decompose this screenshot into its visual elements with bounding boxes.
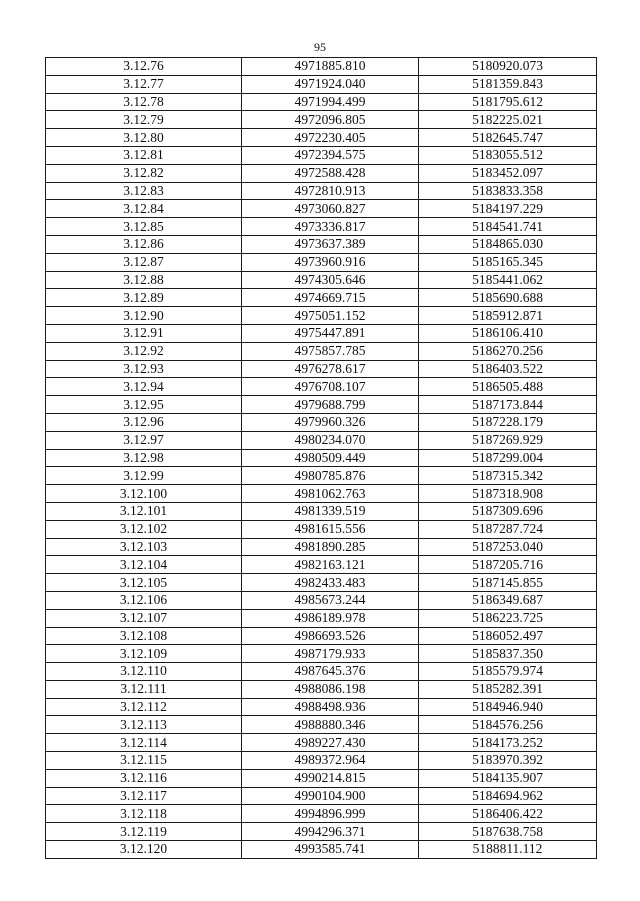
table-row: [46, 716, 597, 734]
x-coordinate-cell: 4973637.389: [242, 235, 419, 253]
point-id-cell: 3.12.94: [46, 378, 242, 396]
y-coordinate-cell: 5183055.512: [419, 146, 597, 164]
x-coordinate-cell: 4986693.526: [242, 627, 419, 645]
table-row: [46, 235, 597, 253]
table-row: [46, 805, 597, 823]
x-coordinate-cell: 4988498.936: [242, 698, 419, 716]
y-coordinate-cell: 5184694.962: [419, 787, 597, 805]
table-row: [46, 556, 597, 574]
x-coordinate-cell: 4982433.483: [242, 574, 419, 592]
table-row: [46, 378, 597, 396]
x-coordinate-cell: 4980785.876: [242, 467, 419, 485]
x-coordinate-cell: 4972230.405: [242, 129, 419, 147]
x-coordinate-cell: 4986189.978: [242, 609, 419, 627]
table-row: [46, 645, 597, 663]
table-row: [46, 520, 597, 538]
point-id-cell: 3.12.117: [46, 787, 242, 805]
point-id-cell: 3.12.100: [46, 485, 242, 503]
table-row: [46, 253, 597, 271]
x-coordinate-cell: 4974669.715: [242, 289, 419, 307]
y-coordinate-cell: 5181359.843: [419, 75, 597, 93]
x-coordinate-cell: 4987179.933: [242, 645, 419, 663]
y-coordinate-cell: 5187318.908: [419, 485, 597, 503]
point-id-cell: 3.12.120: [46, 841, 242, 859]
y-coordinate-cell: 5185837.350: [419, 645, 597, 663]
y-coordinate-cell: 5184135.907: [419, 769, 597, 787]
table-row: [46, 164, 597, 182]
y-coordinate-cell: 5182645.747: [419, 129, 597, 147]
point-id-cell: 3.12.79: [46, 111, 242, 129]
table-row: [46, 663, 597, 681]
y-coordinate-cell: 5185282.391: [419, 680, 597, 698]
x-coordinate-cell: 4972588.428: [242, 164, 419, 182]
y-coordinate-cell: 5184541.741: [419, 218, 597, 236]
x-coordinate-cell: 4974305.646: [242, 271, 419, 289]
x-coordinate-cell: 4976708.107: [242, 378, 419, 396]
x-coordinate-cell: 4979688.799: [242, 396, 419, 414]
x-coordinate-cell: 4988086.198: [242, 680, 419, 698]
table-row: [46, 627, 597, 645]
y-coordinate-cell: 5183970.392: [419, 752, 597, 770]
table-row: [46, 413, 597, 431]
y-coordinate-cell: 5186505.488: [419, 378, 597, 396]
point-id-cell: 3.12.119: [46, 823, 242, 841]
table-row: [46, 75, 597, 93]
table-row: [46, 734, 597, 752]
x-coordinate-cell: 4981339.519: [242, 502, 419, 520]
x-coordinate-cell: 4973960.916: [242, 253, 419, 271]
point-id-cell: 3.12.105: [46, 574, 242, 592]
table-row: [46, 307, 597, 325]
table-row: [46, 467, 597, 485]
point-id-cell: 3.12.83: [46, 182, 242, 200]
y-coordinate-cell: 5187287.724: [419, 520, 597, 538]
point-id-cell: 3.12.112: [46, 698, 242, 716]
table-row: [46, 449, 597, 467]
point-id-cell: 3.12.106: [46, 591, 242, 609]
table-row: [46, 591, 597, 609]
point-id-cell: 3.12.77: [46, 75, 242, 93]
point-id-cell: 3.12.87: [46, 253, 242, 271]
x-coordinate-cell: 4975857.785: [242, 342, 419, 360]
table-row: [46, 129, 597, 147]
y-coordinate-cell: 5187309.696: [419, 502, 597, 520]
x-coordinate-cell: 4994296.371: [242, 823, 419, 841]
point-id-cell: 3.12.95: [46, 396, 242, 414]
x-coordinate-cell: 4971924.040: [242, 75, 419, 93]
y-coordinate-cell: 5187315.342: [419, 467, 597, 485]
y-coordinate-cell: 5182225.021: [419, 111, 597, 129]
x-coordinate-cell: 4981890.285: [242, 538, 419, 556]
table-row: [46, 841, 597, 859]
x-coordinate-cell: 4989227.430: [242, 734, 419, 752]
x-coordinate-cell: 4988880.346: [242, 716, 419, 734]
x-coordinate-cell: 4972810.913: [242, 182, 419, 200]
x-coordinate-cell: 4980509.449: [242, 449, 419, 467]
table-row: [46, 360, 597, 378]
table-row: [46, 609, 597, 627]
y-coordinate-cell: 5183452.097: [419, 164, 597, 182]
y-coordinate-cell: 5187638.758: [419, 823, 597, 841]
point-id-cell: 3.12.111: [46, 680, 242, 698]
x-coordinate-cell: 4990104.900: [242, 787, 419, 805]
table-row: [46, 271, 597, 289]
y-coordinate-cell: 5187299.004: [419, 449, 597, 467]
y-coordinate-cell: 5187253.040: [419, 538, 597, 556]
y-coordinate-cell: 5187173.844: [419, 396, 597, 414]
coordinates-table-body: [46, 58, 597, 859]
point-id-cell: 3.12.93: [46, 360, 242, 378]
y-coordinate-cell: 5184173.252: [419, 734, 597, 752]
y-coordinate-cell: 5185579.974: [419, 663, 597, 681]
y-coordinate-cell: 5186349.687: [419, 591, 597, 609]
point-id-cell: 3.12.92: [46, 342, 242, 360]
x-coordinate-cell: 4981062.763: [242, 485, 419, 503]
x-coordinate-cell: 4973060.827: [242, 200, 419, 218]
point-id-cell: 3.12.89: [46, 289, 242, 307]
y-coordinate-cell: 5181795.612: [419, 93, 597, 111]
point-id-cell: 3.12.101: [46, 502, 242, 520]
x-coordinate-cell: 4973336.817: [242, 218, 419, 236]
x-coordinate-cell: 4971994.499: [242, 93, 419, 111]
table-row: [46, 182, 597, 200]
y-coordinate-cell: 5186106.410: [419, 324, 597, 342]
y-coordinate-cell: 5185441.062: [419, 271, 597, 289]
x-coordinate-cell: 4985673.244: [242, 591, 419, 609]
page-number: 95: [314, 40, 326, 54]
y-coordinate-cell: 5184197.229: [419, 200, 597, 218]
point-id-cell: 3.12.82: [46, 164, 242, 182]
point-id-cell: 3.12.102: [46, 520, 242, 538]
point-id-cell: 3.12.96: [46, 413, 242, 431]
point-id-cell: 3.12.76: [46, 58, 242, 76]
y-coordinate-cell: 5187145.855: [419, 574, 597, 592]
point-id-cell: 3.12.103: [46, 538, 242, 556]
y-coordinate-cell: 5186403.522: [419, 360, 597, 378]
point-id-cell: 3.12.80: [46, 129, 242, 147]
table-row: [46, 111, 597, 129]
y-coordinate-cell: 5186223.725: [419, 609, 597, 627]
y-coordinate-cell: 5185912.871: [419, 307, 597, 325]
x-coordinate-cell: 4987645.376: [242, 663, 419, 681]
point-id-cell: 3.12.108: [46, 627, 242, 645]
point-id-cell: 3.12.91: [46, 324, 242, 342]
table-row: [46, 823, 597, 841]
y-coordinate-cell: 5185165.345: [419, 253, 597, 271]
point-id-cell: 3.12.84: [46, 200, 242, 218]
x-coordinate-cell: 4979960.326: [242, 413, 419, 431]
coordinates-table: [45, 57, 597, 859]
x-coordinate-cell: 4993585.741: [242, 841, 419, 859]
x-coordinate-cell: 4972394.575: [242, 146, 419, 164]
y-coordinate-cell: 5186406.422: [419, 805, 597, 823]
table-row: [46, 769, 597, 787]
y-coordinate-cell: 5186052.497: [419, 627, 597, 645]
table-row: [46, 58, 597, 76]
point-id-cell: 3.12.85: [46, 218, 242, 236]
x-coordinate-cell: 4982163.121: [242, 556, 419, 574]
point-id-cell: 3.12.113: [46, 716, 242, 734]
x-coordinate-cell: 4981615.556: [242, 520, 419, 538]
y-coordinate-cell: 5187228.179: [419, 413, 597, 431]
table-row: [46, 289, 597, 307]
point-id-cell: 3.12.104: [46, 556, 242, 574]
point-id-cell: 3.12.88: [46, 271, 242, 289]
point-id-cell: 3.12.78: [46, 93, 242, 111]
point-id-cell: 3.12.116: [46, 769, 242, 787]
point-id-cell: 3.12.81: [46, 146, 242, 164]
table-row: [46, 502, 597, 520]
y-coordinate-cell: 5185690.688: [419, 289, 597, 307]
x-coordinate-cell: 4976278.617: [242, 360, 419, 378]
point-id-cell: 3.12.90: [46, 307, 242, 325]
y-coordinate-cell: 5186270.256: [419, 342, 597, 360]
table-row: [46, 698, 597, 716]
table-row: [46, 538, 597, 556]
point-id-cell: 3.12.107: [46, 609, 242, 627]
table-row: [46, 574, 597, 592]
y-coordinate-cell: 5188811.112: [419, 841, 597, 859]
table-row: [46, 342, 597, 360]
x-coordinate-cell: 4990214.815: [242, 769, 419, 787]
x-coordinate-cell: 4989372.964: [242, 752, 419, 770]
table-row: [46, 200, 597, 218]
point-id-cell: 3.12.99: [46, 467, 242, 485]
point-id-cell: 3.12.110: [46, 663, 242, 681]
x-coordinate-cell: 4975051.152: [242, 307, 419, 325]
table-row: [46, 485, 597, 503]
table-row: [46, 752, 597, 770]
table-row: [46, 146, 597, 164]
table-row: [46, 680, 597, 698]
point-id-cell: 3.12.86: [46, 235, 242, 253]
table-row: [46, 396, 597, 414]
table-row: [46, 93, 597, 111]
y-coordinate-cell: 5184576.256: [419, 716, 597, 734]
x-coordinate-cell: 4980234.070: [242, 431, 419, 449]
point-id-cell: 3.12.98: [46, 449, 242, 467]
point-id-cell: 3.12.118: [46, 805, 242, 823]
point-id-cell: 3.12.114: [46, 734, 242, 752]
x-coordinate-cell: 4975447.891: [242, 324, 419, 342]
table-row: [46, 787, 597, 805]
x-coordinate-cell: 4994896.999: [242, 805, 419, 823]
y-coordinate-cell: 5180920.073: [419, 58, 597, 76]
y-coordinate-cell: 5183833.358: [419, 182, 597, 200]
point-id-cell: 3.12.97: [46, 431, 242, 449]
point-id-cell: 3.12.109: [46, 645, 242, 663]
x-coordinate-cell: 4972096.805: [242, 111, 419, 129]
y-coordinate-cell: 5187205.716: [419, 556, 597, 574]
y-coordinate-cell: 5184946.940: [419, 698, 597, 716]
y-coordinate-cell: 5184865.030: [419, 235, 597, 253]
table-row: [46, 324, 597, 342]
x-coordinate-cell: 4971885.810: [242, 58, 419, 76]
y-coordinate-cell: 5187269.929: [419, 431, 597, 449]
table-row: [46, 431, 597, 449]
point-id-cell: 3.12.115: [46, 752, 242, 770]
table-row: [46, 218, 597, 236]
